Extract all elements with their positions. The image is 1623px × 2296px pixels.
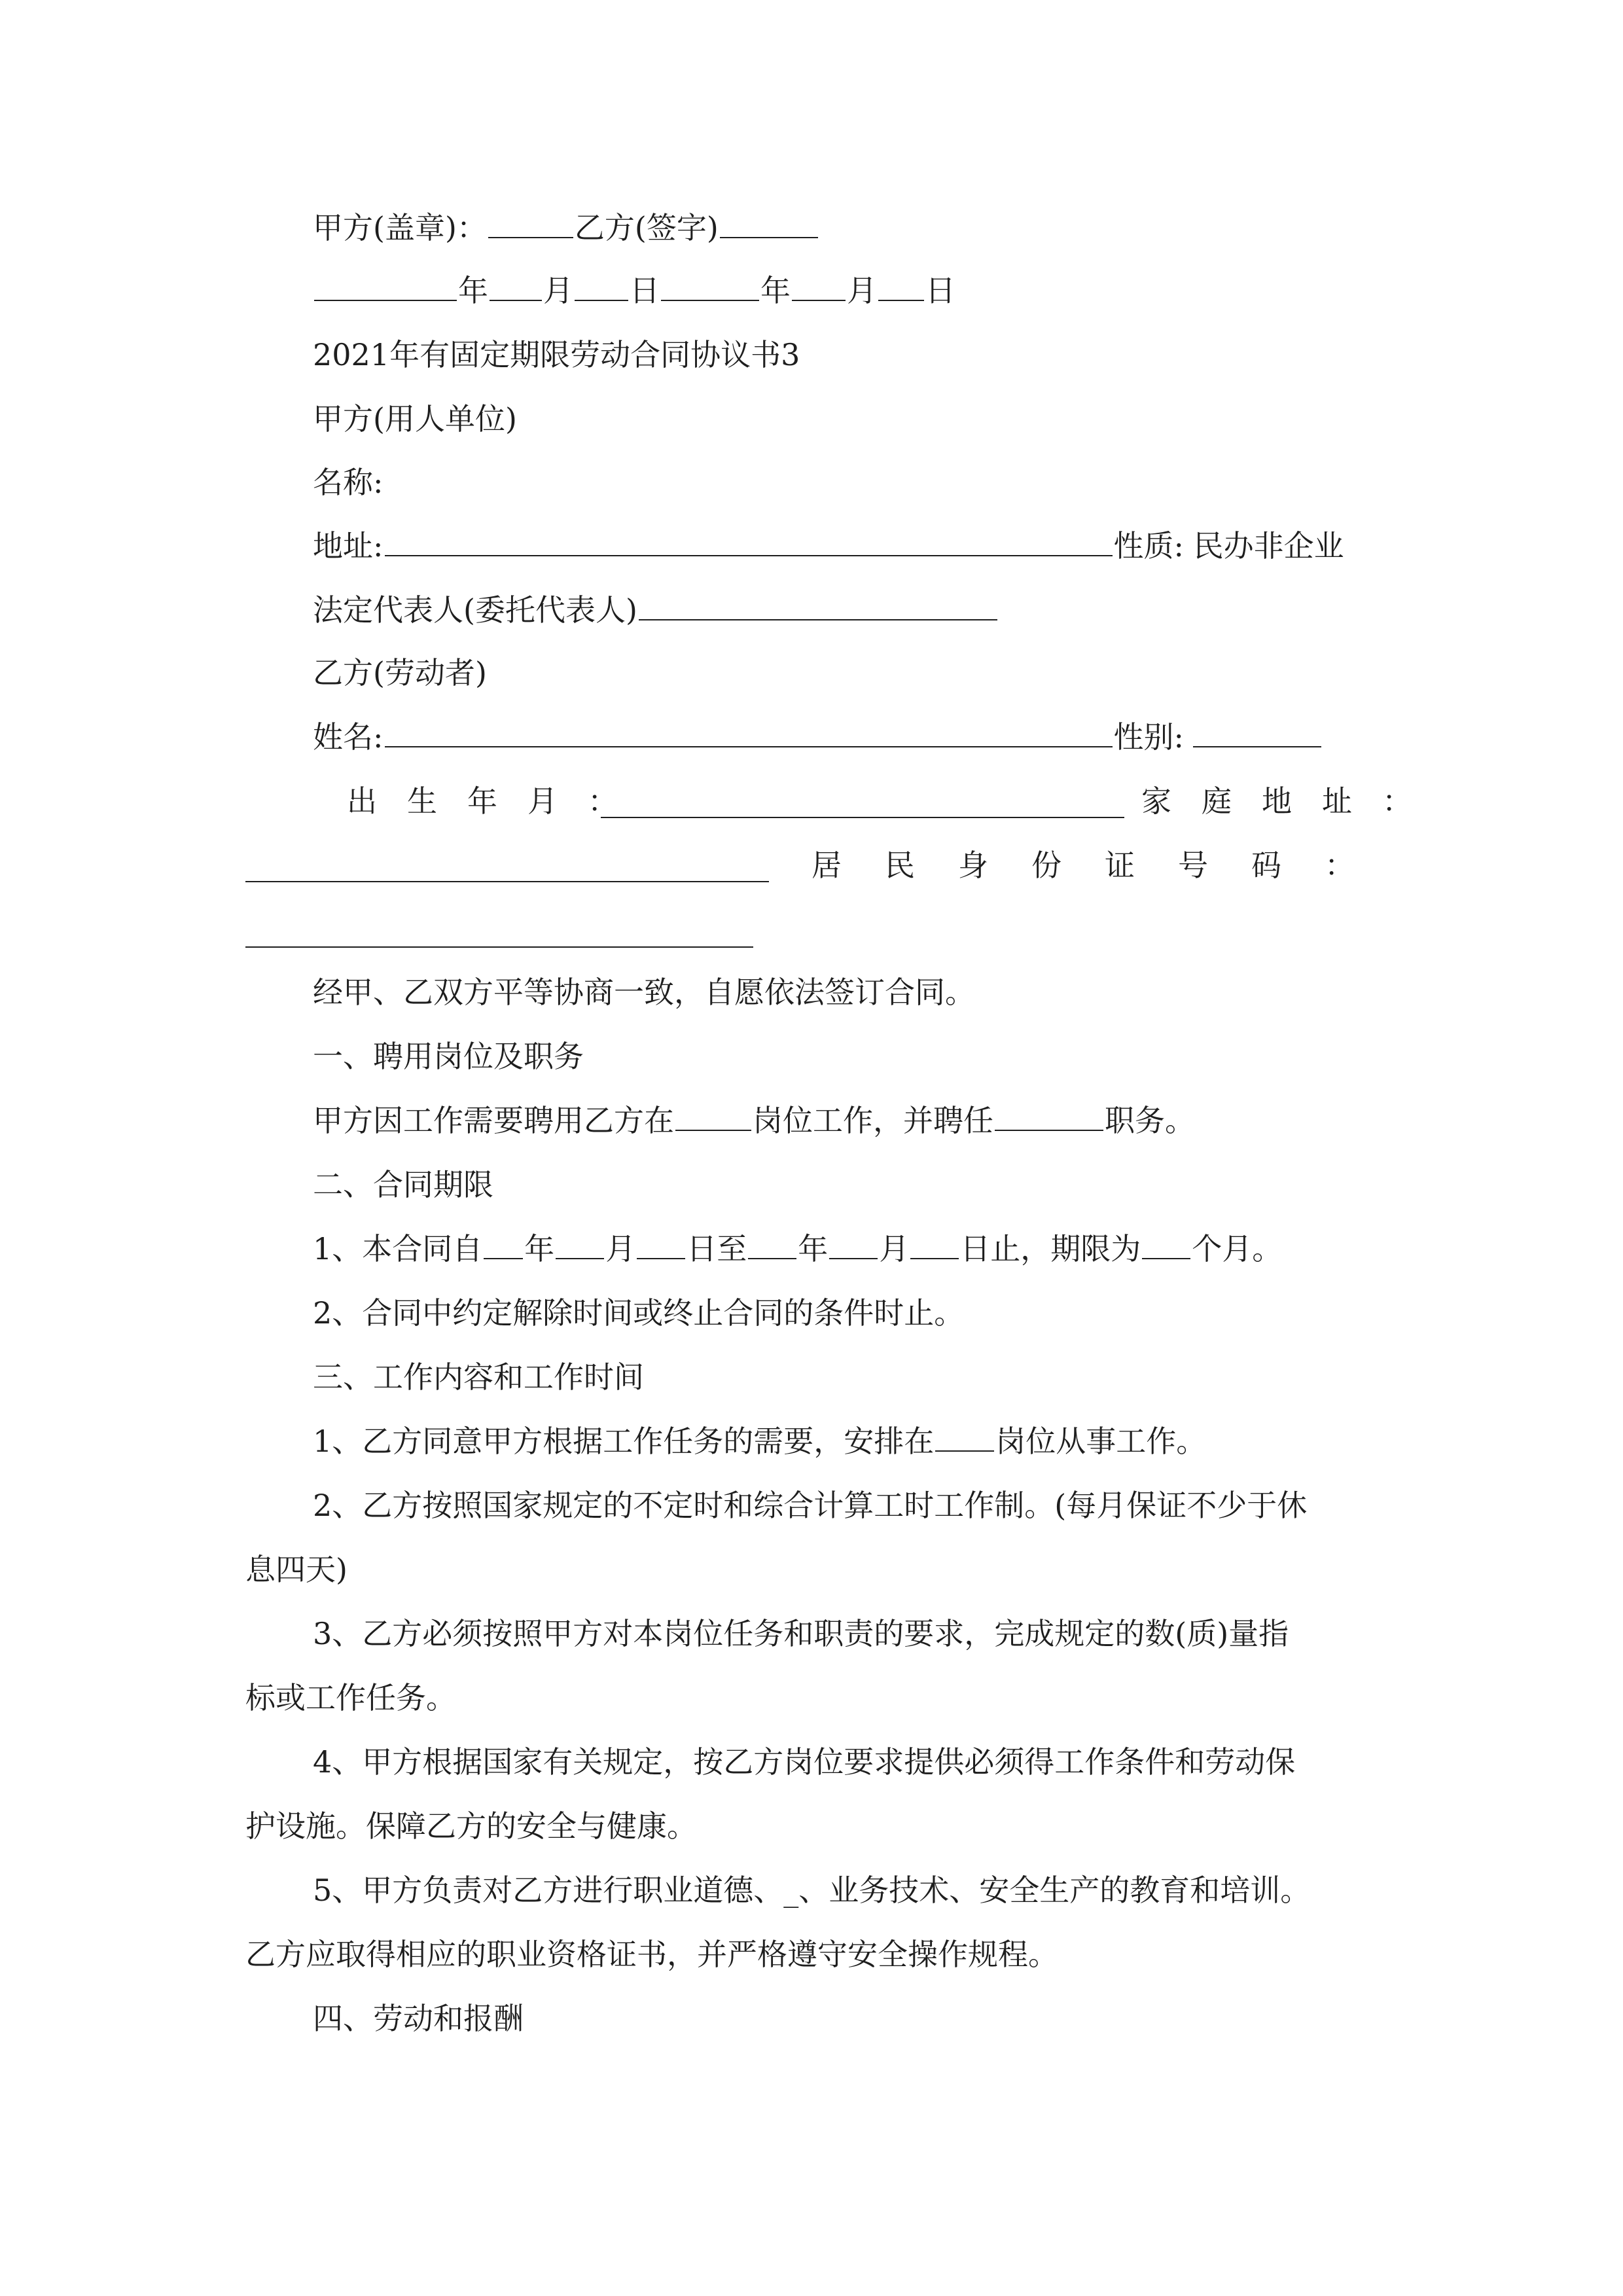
section-2-item-1: [313, 1229, 1282, 1268]
gender-label: 性别:: [1113, 719, 1184, 755]
party-a-address-line: [313, 526, 1344, 565]
id-label: 居民身份证号码：: [812, 848, 1398, 883]
section-3-item-1: [313, 1422, 1206, 1461]
nature-value: 民办非企业: [1193, 528, 1344, 564]
post-blank: [675, 1103, 751, 1131]
month-blank-a: [490, 274, 542, 301]
home-line: [1141, 781, 1442, 821]
id-blank: [245, 946, 753, 948]
s2-blank-6: [910, 1232, 959, 1259]
s2-day-end: 日止，期限为: [960, 1231, 1141, 1266]
date-line: [313, 271, 955, 310]
s2-months: 个月。: [1192, 1231, 1283, 1266]
rep-blank: [639, 593, 997, 620]
section-1-text: [313, 1101, 1195, 1140]
document-title: 2021年有固定期限劳动合同协议书3: [313, 337, 800, 372]
s2-year-1: 年: [524, 1231, 555, 1266]
party-a-stamp-blank: [488, 211, 573, 238]
name-label: 姓名:: [313, 719, 383, 755]
s2-blank-7: [1142, 1232, 1190, 1259]
signature-line: [313, 208, 819, 247]
day-label-a: 日: [630, 273, 660, 308]
section-3-item-4-line-2: 护设施。保障乙方的安全与健康。: [245, 1808, 697, 1844]
year-label-b: 年: [760, 273, 791, 308]
s1-text-c: 职务。: [1105, 1103, 1195, 1138]
s2-month-2: 月: [879, 1231, 910, 1266]
nature-label: 性质:: [1113, 528, 1184, 564]
party-a-rep-line: [313, 590, 999, 630]
day-blank-b: [878, 274, 924, 301]
s1-text-a: 甲方因工作需要聘用乙方在: [313, 1103, 674, 1138]
s2-day-to: 日至: [687, 1231, 747, 1266]
section-4-title: 四、劳动和报酬: [313, 2001, 524, 2036]
id-line: [812, 846, 1398, 885]
s2-blank-1: [484, 1232, 523, 1259]
section-3-title: 三、工作内容和工作时间: [313, 1359, 644, 1395]
month-label-b: 月: [847, 273, 877, 308]
s3-1-b: 岗位从事工作。: [995, 1424, 1207, 1459]
year-label-a: 年: [458, 273, 488, 308]
section-3-item-5-line-2: 乙方应取得相应的职业资格证书，并严格遵守安全操作规程。: [245, 1937, 1058, 1972]
party-a-heading: 甲方(用人单位): [313, 401, 517, 437]
party-b-sign-label: 乙方(签字): [574, 210, 719, 245]
s2-year-2: 年: [798, 1231, 829, 1266]
address-blank: [385, 529, 1113, 556]
section-3-item-3-line-1: 3、乙方必须按照甲方对本岗位任务和职责的要求，完成规定的数(质)量指: [313, 1616, 1289, 1651]
s2-1-a: 1、本合同自: [313, 1231, 483, 1266]
section-2-title: 二、合同期限: [313, 1167, 493, 1202]
s3-1-a: 1、乙方同意甲方根据工作任务的需要，安排在: [313, 1424, 935, 1459]
s2-blank-3: [637, 1232, 685, 1259]
s2-blank-4: [748, 1232, 796, 1259]
party-a-stamp-label: 甲方(盖章)：: [313, 210, 487, 245]
gender-blank: [1193, 720, 1321, 747]
home-label: 家庭地址：: [1141, 783, 1442, 819]
day-blank-a: [575, 274, 628, 301]
birth-line: [347, 781, 648, 821]
party-b-sign-blank: [720, 211, 818, 238]
party-b-name-line: [313, 717, 1323, 757]
address-label: 地址:: [313, 528, 383, 564]
party-a-name-label: 名称:: [313, 465, 383, 500]
section-2-item-2: 2、合同中约定解除时间或终止合同的条件时止。: [313, 1295, 965, 1331]
section-3-item-2-line-2: 息四天): [245, 1552, 348, 1587]
year-blank-b: [661, 274, 759, 301]
s1-text-b: 岗位工作，并聘任: [753, 1103, 993, 1138]
year-blank-a: [314, 274, 457, 301]
s2-month-1: 月: [605, 1231, 636, 1266]
home-blank: [245, 881, 769, 882]
intro-text: 经甲、乙双方平等协商一致，自愿依法签订合同。: [313, 975, 975, 1010]
birth-label: 出生年月：: [347, 783, 648, 819]
s2-blank-2: [556, 1232, 604, 1259]
day-label-b: 日: [925, 273, 955, 308]
rep-label: 法定代表人(委托代表人): [313, 592, 637, 628]
month-label-a: 月: [543, 273, 573, 308]
party-b-heading: 乙方(劳动者): [313, 655, 487, 691]
name-blank: [385, 720, 1113, 747]
month-blank-b: [792, 274, 846, 301]
section-3-item-4-line-1: 4、甲方根据国家有关规定，按乙方岗位要求提供必须得工作条件和劳动保: [313, 1744, 1296, 1780]
birth-blank: [601, 817, 1124, 818]
position-blank: [995, 1103, 1103, 1131]
section-3-item-5-line-1: 5、甲方负责对乙方进行职业道德、_、业务技术、安全生产的教育和培训。: [313, 1873, 1311, 1908]
section-3-item-2-line-1: 2、乙方按照国家规定的不定时和综合计算工时工作制。(每月保证不少于休: [313, 1488, 1308, 1523]
s2-blank-5: [829, 1232, 878, 1259]
section-1-title: 一、聘用岗位及职务: [313, 1039, 584, 1074]
s3-post-blank: [935, 1424, 994, 1452]
section-3-item-3-line-2: 标或工作任务。: [245, 1680, 456, 1715]
